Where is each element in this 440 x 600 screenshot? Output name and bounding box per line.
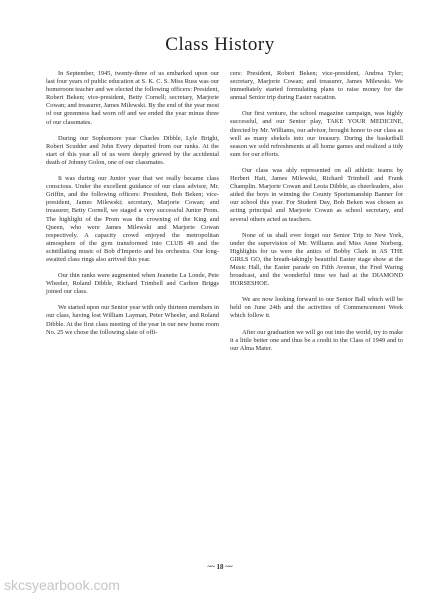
paragraph: Our first venture, the school magazine campaign, was highly successful, and our Senior play, TAKE YOUR MEDICINE, directed by Mr. Williams, our advisor, brought honor to our class as well as many shekels into our treasury. During the basketball season we sold refreshments at all home games and realized a tidy sum for our efforts. bbox=[230, 110, 403, 158]
page-title: Class History bbox=[165, 34, 275, 55]
paragraph-continuation: cers: President, Robert Beken; vice-president, Andrea Tyler; secretary, Marjorie Cowan; and treasurer, James Milewski. We immediately started formulating plans to raise money for the annual Senior trip during Easter vacation. bbox=[230, 70, 403, 102]
paragraph: After our graduation we will go out into the world, try to make it a little better one and thus be a credit to the Class of 1949 and to our Alma Mater. bbox=[230, 328, 403, 352]
paragraph: Our class was ably represented on all athletic teams by Herbert Hait, James Milewski, Richard Trimbell and Frank Champlin. Marjorie Cowan and Leota Dibble, as cheerleaders, also aided the boys in winning the County Sportsmanship Banner for our school this year. For Student Day, Bob Beken was chosen as acting principal and Marjorie Cowan as school secretary, and several others acted as teachers. bbox=[230, 166, 403, 223]
paragraph: We are now looking forward to our Senior Ball which will be held on June 24th and the activities of Commencement Week which follow it. bbox=[230, 296, 403, 320]
paragraph: None of us shall ever forget our Senior Trip to New York, under the supervision of Mr. Williams and Miss Anne Norberg. Highlights for us were the antics of Bobby Clark in AS THE GIRLS GO, the breath-takingly beautiful Easter stage show at the Music Hall, the Easter parade on Fifth Avenue, the Fred Waring broadcast, and the wonderful time we had at the DIAMOND HORSESHOE. bbox=[230, 231, 403, 288]
right-column bbox=[230, 70, 403, 361]
page-number: ~~ 18 ~~ bbox=[207, 563, 233, 571]
paragraph: During our Sophomore year Charles Dibble, Lyle Bright, Robert Scudder and John Every departed from our ranks. At the start of this year all of us were deeply grieved by the accidental death of Johnny Golon, one of our classmates. bbox=[46, 134, 219, 166]
paragraph: We started upon our Senior year with only thirteen members in our class, having lost William Layman, Peter Wheeler, and Roland Dibble. At the first class meeting of the year in our new home room No. 25 we chose the following slate of offi- bbox=[46, 304, 219, 336]
paragraph: It was during our Junior year that we really became class conscious. Under the excellent guidance of our class advisor, Mr. Griffin, and the following officers: President, Bob Beken; vice-president, James Milewski; secretary, Marjorie Cowan; and treasurer, Betty Cornell, we staged a very successful Junior Prom. The highlight of the Prom was the crowning of the King and Queen, who were James Milewski and Marjorie Cowan respectively. A capacity crowd enjoyed the metropolitan atmosphere of the gym transformed into CLUB 49 and the scintillating music of Bob d'Imperio and his orchestra. Our long-awaited class rings also arrived this year. bbox=[46, 175, 219, 263]
paragraph: In September, 1945, twenty-three of us embarked upon our last four years of public education at S. K. C. S. Miss Russ was our homeroom teacher and we elected the following officers: President, Robert Beken; vice-president, Betty Cornell; secretary, Marjorie Cowan; and treasurer, James Milewski. By the end of the year most of our greenness had worn off and we ended the year minus three of our classmates. bbox=[46, 70, 219, 126]
site-watermark: skcsyearbook.com bbox=[4, 577, 120, 593]
left-column bbox=[46, 70, 219, 345]
paragraph: Our thin ranks were augmented when Jeanette La Londe, Pete Wheeler, Roland Dibble, Richard Trimbell and Carlton Briggs joined our class. bbox=[46, 272, 219, 296]
